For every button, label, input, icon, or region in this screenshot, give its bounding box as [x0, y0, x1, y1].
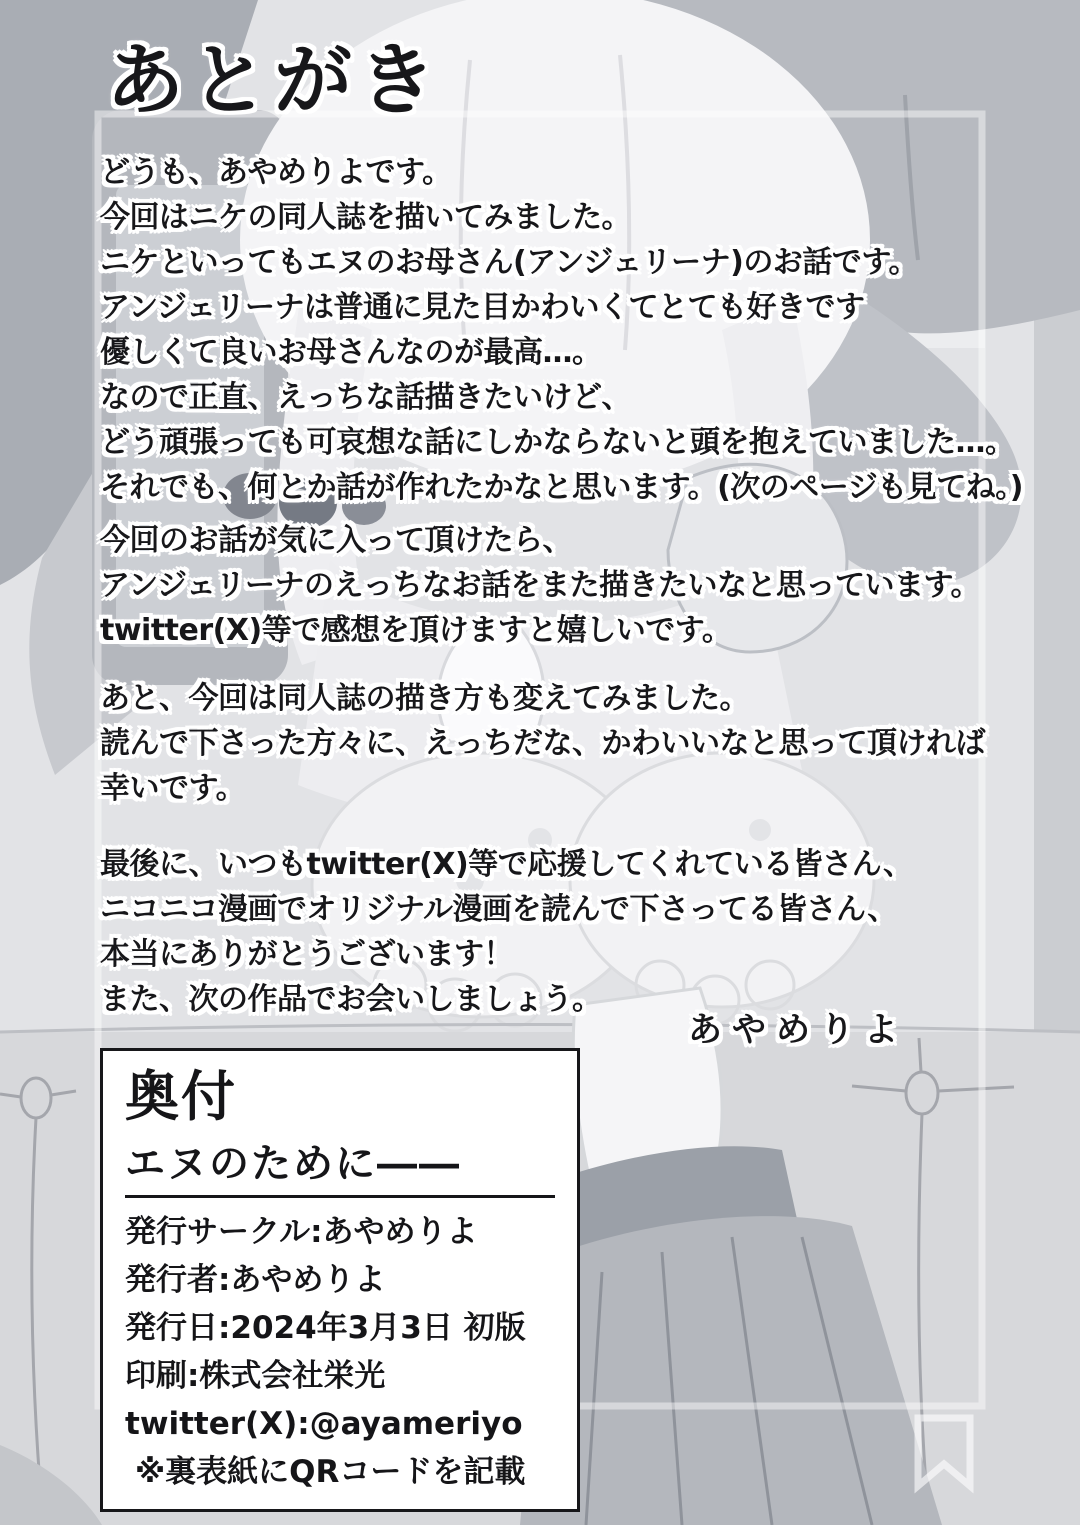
afterword-paragraph-4 — [100, 842, 913, 1022]
afterword-line: あと、今回は同人誌の描き方も変えてみました。 — [100, 681, 749, 716]
afterword-line: また、次の作品でお会いしましょう。 — [100, 982, 602, 1017]
afterword-line: アンジェリーナのえっちなお話をまた描きたいなと思っています。 — [100, 568, 981, 603]
afterword-line: アンジェリーナは普通に見た目かわいくてとても好きです — [100, 290, 865, 325]
afterword-line: 今回のお話が気に入って頂けたら、 — [100, 523, 572, 558]
colophon-qr-note-line: ※裏表紙にQRコードを記載 — [135, 1454, 526, 1490]
colophon-date-line: 発行日:2024年3月3日 初版 — [125, 1310, 526, 1346]
afterword-line: それでも、何とか話が作れたかなと思います。(次のページも見てね。) — [100, 470, 1023, 505]
afterword-line: なので正直、えっちな話描きたいけど、 — [100, 380, 631, 415]
colophon-heading: 奥付 — [125, 1065, 237, 1128]
afterword-line: 幸いです。 — [100, 771, 246, 806]
colophon-circle-line: 発行サークル:あやめりよ — [125, 1214, 478, 1250]
afterword-line: どうも、あやめりよです。 — [100, 155, 452, 190]
afterword-line: twitter(X)等で感想を頂けますと嬉しいです。 — [100, 613, 732, 648]
book-title: エヌのために―― — [125, 1137, 555, 1198]
colophon-box — [100, 1048, 580, 1512]
afterword-paragraph-2 — [100, 518, 980, 653]
author-signature: あやめりよ — [688, 1010, 908, 1050]
afterword-line: ニケといってもエヌのお母さん(アンジェリーナ)のお話です。 — [100, 245, 918, 280]
colophon-printer-line: 印刷:株式会社栄光 — [125, 1358, 386, 1394]
colophon-details — [125, 1208, 555, 1496]
afterword-line: 優しくて良いお母さんなのが最高…。 — [100, 335, 602, 370]
page-title: あとがき — [106, 36, 443, 126]
afterword-paragraph-3 — [100, 676, 985, 811]
colophon-publisher-line: 発行者:あやめりよ — [125, 1262, 386, 1298]
colophon-twitter-line: twitter(X):@ayameriyo — [125, 1406, 523, 1442]
afterword-line: ニコニコ漫画でオリジナル漫画を読んで下さってる皆さん、 — [100, 892, 897, 927]
afterword-line: どう頑張っても可哀想な話にしかならないと頭を抱えていました…。 — [100, 425, 1015, 460]
afterword-paragraph-1 — [100, 150, 1023, 510]
afterword-line: 本当にありがとうございます！ — [100, 937, 513, 972]
afterword-line: 最後に、いつもtwitter(X)等で応援してくれている皆さん、 — [100, 847, 913, 882]
afterword-line: 読んで下さった方々に、えっちだな、かわいいなと思って頂ければ — [100, 726, 985, 761]
afterword-line: 今回はニケの同人誌を描いてみました。 — [100, 200, 631, 235]
